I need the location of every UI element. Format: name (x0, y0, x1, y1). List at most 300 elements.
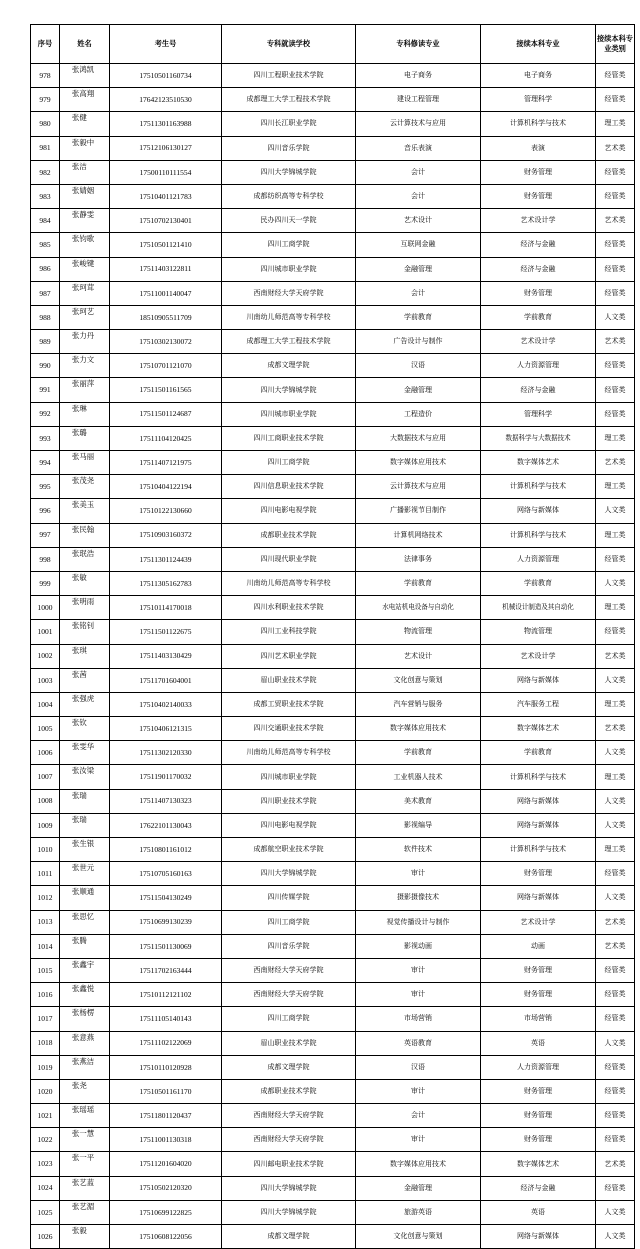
bachelor-major: 机械设计制造及其自动化 (481, 596, 596, 620)
college-major: 学前教育 (356, 305, 481, 329)
college-major: 会计 (356, 1104, 481, 1128)
row-index: 1004 (31, 692, 60, 716)
college-major: 摄影摄像技术 (356, 886, 481, 910)
exam-id: 17510402140033 (110, 692, 222, 716)
major-category: 艺术类 (596, 1152, 635, 1176)
exam-id: 17510110120928 (110, 1055, 222, 1079)
college: 四川工商学院 (222, 233, 356, 257)
exam-id: 17511501124687 (110, 402, 222, 426)
college-major: 会计 (356, 281, 481, 305)
table-row (31, 1152, 635, 1176)
header-college: 专科就读学校 (222, 25, 356, 64)
exam-id: 17511403122811 (110, 257, 222, 281)
major-category: 人文类 (596, 1225, 635, 1249)
college-major: 工程造价 (356, 402, 481, 426)
exam-id: 17511305162783 (110, 571, 222, 595)
college-major: 审计 (356, 1128, 481, 1152)
table-row (31, 1007, 635, 1031)
row-index: 1005 (31, 717, 60, 741)
row-index: 978 (31, 64, 60, 88)
student-name: 张一慧 (60, 1128, 110, 1152)
bachelor-major: 经济与金融 (481, 257, 596, 281)
table-row (31, 813, 635, 837)
table-row (31, 184, 635, 208)
major-category: 经管类 (596, 160, 635, 184)
student-name: 张璐 (60, 426, 110, 450)
major-category: 艺术类 (596, 451, 635, 475)
college: 四川邮电职业技术学院 (222, 1152, 356, 1176)
major-category: 经管类 (596, 233, 635, 257)
student-name: 张茜 (60, 668, 110, 692)
college-major: 建设工程管理 (356, 88, 481, 112)
row-index: 986 (31, 257, 60, 281)
college: 四川城市职业学院 (222, 402, 356, 426)
student-name: 张鑫悦 (60, 983, 110, 1007)
table-row (31, 886, 635, 910)
bachelor-major: 学前教育 (481, 741, 596, 765)
major-category: 经管类 (596, 983, 635, 1007)
bachelor-major: 艺术设计学 (481, 209, 596, 233)
student-name: 张顺通 (60, 886, 110, 910)
table-row (31, 692, 635, 716)
student-name: 张马丽 (60, 451, 110, 475)
table-row (31, 354, 635, 378)
college-major: 影视编导 (356, 813, 481, 837)
exam-id: 17511501130069 (110, 934, 222, 958)
college: 眉山职业技术学院 (222, 1031, 356, 1055)
college: 川南幼儿师范高等专科学校 (222, 741, 356, 765)
college-major: 计算机网络技术 (356, 523, 481, 547)
college: 成都纺织高等专科学校 (222, 184, 356, 208)
exam-id: 17511301124439 (110, 547, 222, 571)
major-category: 经管类 (596, 402, 635, 426)
table-row (31, 1055, 635, 1079)
major-category: 经管类 (596, 1176, 635, 1200)
bachelor-major: 人力资源管理 (481, 547, 596, 571)
major-category: 经管类 (596, 547, 635, 571)
major-category: 经管类 (596, 1128, 635, 1152)
row-index: 1000 (31, 596, 60, 620)
student-name: 张琳 (60, 402, 110, 426)
student-name: 张珉浩 (60, 547, 110, 571)
row-index: 979 (31, 88, 60, 112)
college: 四川长江职业学院 (222, 112, 356, 136)
student-name: 张意燕 (60, 1031, 110, 1055)
major-category: 经管类 (596, 862, 635, 886)
major-category: 艺术类 (596, 717, 635, 741)
table-row (31, 378, 635, 402)
admission-list-table (30, 24, 635, 1249)
major-category: 人文类 (596, 1200, 635, 1224)
student-name: 张毅 (60, 1225, 110, 1249)
student-name: 张珂茸 (60, 281, 110, 305)
major-category: 人文类 (596, 1031, 635, 1055)
student-name: 张铭钊 (60, 620, 110, 644)
row-index: 983 (31, 184, 60, 208)
student-name: 张思忆 (60, 910, 110, 934)
header-name: 姓名 (60, 25, 110, 64)
bachelor-major: 数字媒体艺术 (481, 1152, 596, 1176)
bachelor-major: 财务管理 (481, 958, 596, 982)
row-index: 1007 (31, 765, 60, 789)
college-major: 金融管理 (356, 1176, 481, 1200)
exam-id: 17510406121315 (110, 717, 222, 741)
exam-id: 17511702163444 (110, 958, 222, 982)
college-major: 市场营销 (356, 1007, 481, 1031)
college-major: 学前教育 (356, 741, 481, 765)
college: 成都理工大学工程技术学院 (222, 330, 356, 354)
college: 四川大学锦城学院 (222, 378, 356, 402)
major-category: 经管类 (596, 620, 635, 644)
header-major-category: 接续本科专业类别 (596, 25, 635, 64)
student-name: 张洁 (60, 160, 110, 184)
college-major: 金融管理 (356, 257, 481, 281)
bachelor-major: 经济与金融 (481, 1176, 596, 1200)
major-category: 经管类 (596, 88, 635, 112)
exam-id: 17510501161170 (110, 1079, 222, 1103)
exam-id: 17511501161565 (110, 378, 222, 402)
row-index: 1017 (31, 1007, 60, 1031)
student-name: 张明雨 (60, 596, 110, 620)
table-row (31, 1128, 635, 1152)
student-name: 张民翰 (60, 523, 110, 547)
major-category: 人文类 (596, 741, 635, 765)
exam-id: 17511301163988 (110, 112, 222, 136)
table-row (31, 209, 635, 233)
bachelor-major: 学前教育 (481, 571, 596, 595)
college-major: 会计 (356, 160, 481, 184)
bachelor-major: 数字媒体艺术 (481, 717, 596, 741)
bachelor-major: 网络与新媒体 (481, 813, 596, 837)
college-major: 大数据技术与应用 (356, 426, 481, 450)
major-category: 理工类 (596, 596, 635, 620)
bachelor-major: 艺术设计学 (481, 644, 596, 668)
bachelor-major: 英语 (481, 1031, 596, 1055)
bachelor-major: 财务管理 (481, 160, 596, 184)
header-exam-id: 考生号 (110, 25, 222, 64)
table-row (31, 862, 635, 886)
student-name: 张力丹 (60, 330, 110, 354)
table-body (31, 64, 635, 1249)
student-name: 张钦 (60, 717, 110, 741)
row-index: 1009 (31, 813, 60, 837)
table-row (31, 620, 635, 644)
college-major: 广播影视节目制作 (356, 499, 481, 523)
major-category: 艺术类 (596, 209, 635, 233)
exam-id: 17511105140143 (110, 1007, 222, 1031)
college: 川南幼儿师范高等专科学校 (222, 571, 356, 595)
bachelor-major: 艺术设计学 (481, 330, 596, 354)
table-row (31, 958, 635, 982)
student-name: 张珂艺 (60, 305, 110, 329)
exam-id: 17511302120330 (110, 741, 222, 765)
exam-id: 17511407121975 (110, 451, 222, 475)
college: 四川城市职业学院 (222, 257, 356, 281)
row-index: 1022 (31, 1128, 60, 1152)
table-row (31, 233, 635, 257)
row-index: 1001 (31, 620, 60, 644)
college-major: 电子商务 (356, 64, 481, 88)
college: 四川水利职业技术学院 (222, 596, 356, 620)
college-major: 法律事务 (356, 547, 481, 571)
exam-id: 17510502120320 (110, 1176, 222, 1200)
college-major: 数字媒体应用技术 (356, 717, 481, 741)
table-row (31, 765, 635, 789)
bachelor-major: 财务管理 (481, 1104, 596, 1128)
college-major: 艺术设计 (356, 644, 481, 668)
college: 川南幼儿师范高等专科学校 (222, 305, 356, 329)
table-row (31, 281, 635, 305)
bachelor-major: 计算机科学与技术 (481, 765, 596, 789)
bachelor-major: 经济与金融 (481, 233, 596, 257)
student-name: 张健 (60, 112, 110, 136)
student-name: 张婧姻 (60, 184, 110, 208)
major-category: 艺术类 (596, 330, 635, 354)
table-row (31, 257, 635, 281)
college: 成都航空职业技术学院 (222, 838, 356, 862)
table-row (31, 1079, 635, 1103)
major-category: 人文类 (596, 499, 635, 523)
bachelor-major: 电子商务 (481, 64, 596, 88)
college: 四川工业科技学院 (222, 620, 356, 644)
college: 四川信息职业技术学院 (222, 475, 356, 499)
bachelor-major: 管理科学 (481, 402, 596, 426)
college-major: 音乐表演 (356, 136, 481, 160)
student-name: 张腾 (60, 934, 110, 958)
major-category: 经管类 (596, 1055, 635, 1079)
student-name: 张琪 (60, 644, 110, 668)
college-major: 汉语 (356, 1055, 481, 1079)
college-major: 文化创意与策划 (356, 668, 481, 692)
college: 西南财经大学天府学院 (222, 983, 356, 1007)
exam-id: 17510608122056 (110, 1225, 222, 1249)
bachelor-major: 计算机科学与技术 (481, 523, 596, 547)
exam-id: 17500110111554 (110, 160, 222, 184)
exam-id: 17510501160734 (110, 64, 222, 88)
row-index: 982 (31, 160, 60, 184)
college: 四川城市职业学院 (222, 765, 356, 789)
college-major: 汽车营销与服务 (356, 692, 481, 716)
bachelor-major: 经济与金融 (481, 378, 596, 402)
exam-id: 17622101130043 (110, 813, 222, 837)
student-name: 张生银 (60, 838, 110, 862)
bachelor-major: 市场营销 (481, 1007, 596, 1031)
major-category: 人文类 (596, 305, 635, 329)
college-major: 汉语 (356, 354, 481, 378)
bachelor-major: 学前教育 (481, 305, 596, 329)
exam-id: 17510701121070 (110, 354, 222, 378)
college-major: 影视动画 (356, 934, 481, 958)
bachelor-major: 物流管理 (481, 620, 596, 644)
row-index: 1018 (31, 1031, 60, 1055)
row-index: 993 (31, 426, 60, 450)
header-college-major: 专科修读专业 (356, 25, 481, 64)
table-row (31, 64, 635, 88)
college: 四川大学锦城学院 (222, 862, 356, 886)
college-major: 审计 (356, 958, 481, 982)
major-category: 理工类 (596, 692, 635, 716)
student-name: 张瑞 (60, 813, 110, 837)
header-bachelor-major: 接续本科专业 (481, 25, 596, 64)
exam-id: 17511407130323 (110, 789, 222, 813)
college: 四川大学锦城学院 (222, 1200, 356, 1224)
college-major: 广告设计与制作 (356, 330, 481, 354)
college-major: 水电站机电设备与自动化 (356, 596, 481, 620)
college-major: 艺术设计 (356, 209, 481, 233)
college-major: 审计 (356, 983, 481, 1007)
student-name: 张力文 (60, 354, 110, 378)
bachelor-major: 计算机科学与技术 (481, 475, 596, 499)
table-row (31, 547, 635, 571)
student-name: 张艺蓝 (60, 1176, 110, 1200)
major-category: 经管类 (596, 1079, 635, 1103)
row-index: 1023 (31, 1152, 60, 1176)
college: 四川电影电视学院 (222, 499, 356, 523)
major-category: 经管类 (596, 257, 635, 281)
student-name: 张丽萍 (60, 378, 110, 402)
college: 西南财经大学天府学院 (222, 1128, 356, 1152)
table-row (31, 789, 635, 813)
student-name: 张雯华 (60, 741, 110, 765)
college: 西南财经大学天府学院 (222, 1104, 356, 1128)
college-major: 数字媒体应用技术 (356, 1152, 481, 1176)
student-name: 张世元 (60, 862, 110, 886)
row-index: 1024 (31, 1176, 60, 1200)
row-index: 984 (31, 209, 60, 233)
table-row (31, 451, 635, 475)
college-major: 旅游英语 (356, 1200, 481, 1224)
table-row (31, 741, 635, 765)
table-row (31, 910, 635, 934)
table-row (31, 1031, 635, 1055)
major-category: 理工类 (596, 838, 635, 862)
college: 四川职业技术学院 (222, 789, 356, 813)
exam-id: 18510905511709 (110, 305, 222, 329)
exam-id: 17511901170032 (110, 765, 222, 789)
row-index: 980 (31, 112, 60, 136)
table-row (31, 717, 635, 741)
major-category: 经管类 (596, 64, 635, 88)
table-row (31, 1225, 635, 1249)
table-row (31, 1176, 635, 1200)
exam-id: 17510501121410 (110, 233, 222, 257)
student-name: 张艺湄 (60, 1200, 110, 1224)
student-name: 张敏 (60, 571, 110, 595)
exam-id: 17642123510530 (110, 88, 222, 112)
bachelor-major: 财务管理 (481, 184, 596, 208)
row-index: 981 (31, 136, 60, 160)
major-category: 艺术类 (596, 910, 635, 934)
table-row (31, 475, 635, 499)
table-row (31, 523, 635, 547)
college: 四川工商职业技术学院 (222, 426, 356, 450)
major-category: 理工类 (596, 765, 635, 789)
row-index: 1015 (31, 958, 60, 982)
student-name: 张汝梁 (60, 765, 110, 789)
row-index: 997 (31, 523, 60, 547)
exam-id: 17510705160163 (110, 862, 222, 886)
row-index: 1021 (31, 1104, 60, 1128)
college: 眉山职业技术学院 (222, 668, 356, 692)
major-category: 经管类 (596, 958, 635, 982)
bachelor-major: 财务管理 (481, 862, 596, 886)
college: 民办四川天一学院 (222, 209, 356, 233)
student-name: 张高翔 (60, 88, 110, 112)
exam-id: 17510801161012 (110, 838, 222, 862)
row-index: 1026 (31, 1225, 60, 1249)
college-major: 审计 (356, 862, 481, 886)
major-category: 艺术类 (596, 644, 635, 668)
college-major: 美术教育 (356, 789, 481, 813)
row-index: 1011 (31, 862, 60, 886)
exam-id: 17510903160372 (110, 523, 222, 547)
table-row (31, 1200, 635, 1224)
exam-id: 17511001140047 (110, 281, 222, 305)
college: 成都文理学院 (222, 1055, 356, 1079)
student-name: 张燕洁 (60, 1055, 110, 1079)
bachelor-major: 网络与新媒体 (481, 1225, 596, 1249)
table-row (31, 136, 635, 160)
exam-id: 17511504130249 (110, 886, 222, 910)
major-category: 人文类 (596, 789, 635, 813)
college: 四川大学锦城学院 (222, 1176, 356, 1200)
major-category: 经管类 (596, 281, 635, 305)
student-name: 张茂尧 (60, 475, 110, 499)
major-category: 经管类 (596, 1104, 635, 1128)
major-category: 人文类 (596, 813, 635, 837)
table-row (31, 330, 635, 354)
student-name: 张一平 (60, 1152, 110, 1176)
row-index: 998 (31, 547, 60, 571)
college-major: 云计算技术与应用 (356, 112, 481, 136)
table-row (31, 426, 635, 450)
college-major: 软件技术 (356, 838, 481, 862)
student-name: 张鑫宇 (60, 958, 110, 982)
bachelor-major: 网络与新媒体 (481, 668, 596, 692)
college-major: 云计算技术与应用 (356, 475, 481, 499)
exam-id: 17511801120437 (110, 1104, 222, 1128)
bachelor-major: 财务管理 (481, 281, 596, 305)
college: 成都文理学院 (222, 354, 356, 378)
exam-id: 17511701604001 (110, 668, 222, 692)
college-major: 互联网金融 (356, 233, 481, 257)
student-name: 张峻键 (60, 257, 110, 281)
row-index: 991 (31, 378, 60, 402)
table-row (31, 499, 635, 523)
student-name: 张鸿凯 (60, 64, 110, 88)
college: 成都职业技术学院 (222, 1079, 356, 1103)
bachelor-major: 财务管理 (481, 983, 596, 1007)
table-row (31, 838, 635, 862)
major-category: 理工类 (596, 475, 635, 499)
college: 西南财经大学天府学院 (222, 281, 356, 305)
row-index: 1006 (31, 741, 60, 765)
exam-id: 17511001130318 (110, 1128, 222, 1152)
bachelor-major: 艺术设计学 (481, 910, 596, 934)
header-row (31, 25, 635, 64)
bachelor-major: 财务管理 (481, 1079, 596, 1103)
exam-id: 17511501122675 (110, 620, 222, 644)
bachelor-major: 数据科学与大数据技术 (481, 426, 596, 450)
exam-id: 17510699130239 (110, 910, 222, 934)
college: 四川工程职业技术学院 (222, 64, 356, 88)
college: 成都文理学院 (222, 1225, 356, 1249)
exam-id: 17510114170018 (110, 596, 222, 620)
student-name: 张静雯 (60, 209, 110, 233)
major-category: 经管类 (596, 1007, 635, 1031)
row-index: 1014 (31, 934, 60, 958)
major-category: 人文类 (596, 571, 635, 595)
